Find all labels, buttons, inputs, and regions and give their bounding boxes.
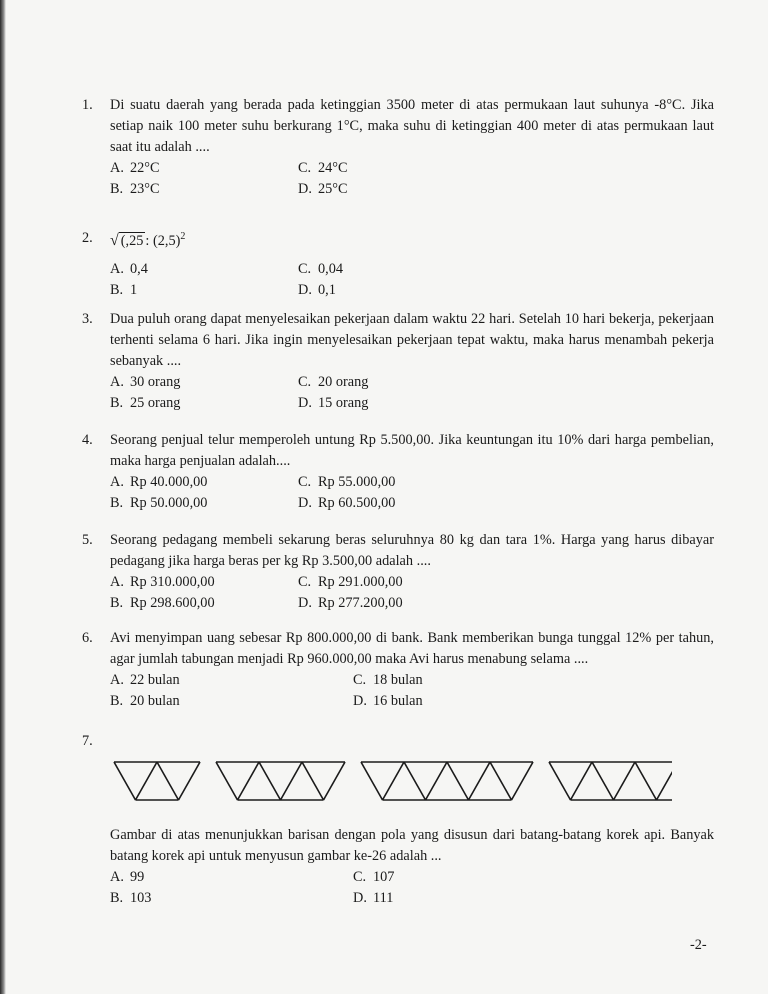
option-label: C. [298,160,312,176]
option-label: A. [110,260,124,277]
matchstick [324,762,346,800]
option-c[interactable] [298,472,548,493]
option-text: 111 [373,890,394,906]
option-text: 0,04 [318,260,344,277]
option-text: Rp 298.600,00 [130,595,215,611]
matchstick [179,762,201,800]
matchstick [259,762,281,800]
question-stem: Di suatu daerah yang berada pada ketinggian 3500 meter di atas permukaan laut suhunya -8°C. Jika setiap naik 100 meter suhu berkurang 1°C, maka suhu di ketinggian 400 meter di atas permukaan laut saat itu adalah .... [110,97,714,155]
option-label: A. [110,374,124,390]
matchstick [302,762,324,800]
option-c[interactable] [298,158,548,179]
matchstick [512,762,534,800]
exponent: 2 [180,231,186,242]
answer-options [110,472,714,514]
expression-divisor: : (2,5) [145,232,181,249]
option-a[interactable] [110,372,298,393]
option-label: B. [110,595,124,611]
option-text: 107 [373,869,395,885]
option-text: 1 [130,281,138,298]
option-a[interactable] [110,572,298,593]
option-d[interactable] [298,593,548,614]
question-number: 7. [82,733,93,749]
question-5 [82,530,714,614]
matchstick [469,762,491,800]
option-a[interactable] [110,670,353,691]
question-expression [110,226,714,252]
option-text: Rp 40.000,00 [130,474,208,490]
option-b[interactable] [110,280,298,301]
option-b[interactable] [110,393,298,414]
option-text: Rp 50.000,00 [130,495,208,511]
question-number: 6. [82,630,93,646]
option-d[interactable] [298,393,548,414]
option-text: 23°C [130,181,160,197]
question-number: 4. [82,432,93,448]
question-stem: Gambar di atas menunjukkan barisan dengan pola yang disusun dari batang-batang korek api. Banyak batang korek api untuk menyusun gambar ke-26 adalah ... [110,827,714,864]
option-label: B. [110,693,124,709]
option-label: D. [353,890,367,906]
option-label: A. [110,474,124,490]
option-label: C. [298,474,312,490]
option-text: 16 bulan [373,693,423,709]
answer-options [110,259,714,301]
option-label: B. [110,181,124,197]
matchstick [114,762,136,800]
option-label: A. [110,160,124,176]
option-b[interactable] [110,888,353,909]
option-text: 0,4 [130,260,148,277]
question-number: 3. [82,311,93,327]
option-text: 18 bulan [373,672,423,688]
option-label: A. [110,574,124,590]
option-d[interactable] [298,280,548,301]
option-b[interactable] [110,179,298,200]
question-2 [82,226,714,301]
answer-options [110,867,714,909]
pattern-shape-4 [549,762,672,800]
option-text: 20 orang [318,374,369,390]
matchstick [157,762,179,800]
option-text: 99 [130,869,145,885]
option-a[interactable] [110,867,353,888]
pattern-shape-2 [216,762,345,800]
matchstick [490,762,512,800]
question-stem: Dua puluh orang dapat menyelesaikan pekerjaan dalam waktu 22 hari. Setelah 10 hari bekerja, pekerjaan terhenti selama 6 hari. Jika ingin menyelesaikan pekerjaan tepat waktu, maka harus menambah pekerja sebanyak .... [110,311,714,369]
option-text: 24°C [318,160,348,176]
question-1 [82,95,714,200]
question-3 [82,309,714,414]
option-d[interactable] [353,888,603,909]
radicand: (,25 [120,232,144,249]
answer-options [110,372,714,414]
question-number: 5. [82,532,93,548]
matchstick [383,762,405,800]
option-text: 15 orang [318,395,369,411]
option-c[interactable] [298,259,548,280]
pattern-shape-1 [114,762,200,800]
option-text: Rp 55.000,00 [318,474,396,490]
question-stem: Avi menyimpan uang sebesar Rp 800.000,00 di bank. Bank memberikan bunga tunggal 12% per tahun, agar jumlah tabungan menjadi Rp 960.000,00 maka Avi harus menabung selama .... [110,630,714,667]
option-label: B. [110,495,124,511]
option-text: Rp 310.000,00 [130,574,215,590]
option-label: D. [353,693,367,709]
matchstick-pattern-figure [112,758,672,808]
matchstick [361,762,383,800]
option-text: 22 bulan [130,672,180,688]
answer-options [110,158,714,200]
pattern-shape-3 [361,762,533,800]
option-label: B. [110,890,124,906]
option-label: C. [353,869,367,885]
matchstick [281,762,303,800]
option-label: D. [298,395,312,411]
matchstick [614,762,636,800]
option-c[interactable] [353,867,603,888]
option-text: Rp 277.200,00 [318,595,403,611]
option-label: B. [110,281,124,298]
option-a[interactable] [110,472,298,493]
option-text: 20 bulan [130,693,180,709]
option-b[interactable] [110,691,353,712]
option-text: 25°C [318,181,348,197]
question-number: 2. [82,230,93,246]
option-label: C. [353,672,367,688]
option-a[interactable] [110,259,298,280]
matchstick [592,762,614,800]
option-d[interactable] [298,493,548,514]
matchstick [404,762,426,800]
page-number: -2- [690,937,707,953]
option-label: D. [298,181,312,197]
answer-options [110,572,714,614]
scan-page-edge [0,0,6,994]
matchstick [238,762,260,800]
matchstick [136,762,158,800]
option-label: D. [298,495,312,511]
option-text: 0,1 [318,281,336,298]
option-c[interactable] [298,572,548,593]
question-stem: Seorang penjual telur memperoleh untung Rp 5.500,00. Jika keuntungan itu 10% dari harga pembelian, maka harga penjualan adalah.... [110,432,714,469]
option-label: A. [110,672,124,688]
matchstick [549,762,571,800]
option-b[interactable] [110,593,298,614]
option-c[interactable] [298,372,548,393]
matchstick [635,762,657,800]
option-d[interactable] [298,179,548,200]
option-label: C. [298,260,312,277]
option-label: C. [298,374,312,390]
square-root [110,232,145,250]
option-text: 22°C [130,160,160,176]
option-label: A. [110,869,124,885]
option-label: C. [298,574,312,590]
radical-sign-icon: √ [110,231,119,249]
option-label: D. [298,281,312,298]
option-text: Rp 60.500,00 [318,495,396,511]
option-label: B. [110,395,124,411]
matchstick [571,762,593,800]
question-number: 1. [82,97,93,113]
option-text: 30 orang [130,374,181,390]
question-6 [82,628,714,712]
question-7 [82,825,714,909]
matchstick [657,762,673,800]
option-c[interactable] [353,670,603,691]
question-4 [82,430,714,514]
option-text: Rp 291.000,00 [318,574,403,590]
question-stem: Seorang pedagang membeli sekarung beras seluruhnya 80 kg dan tara 1%. Harga yang harus dibayar pedagang jika harga beras per kg Rp 3.500,00 adalah .... [110,532,714,569]
option-b[interactable] [110,493,298,514]
option-text: 103 [130,890,152,906]
matchstick [426,762,448,800]
option-text: 25 orang [130,395,181,411]
answer-options [110,670,714,712]
option-a[interactable] [110,158,298,179]
option-d[interactable] [353,691,603,712]
matchstick [216,762,238,800]
option-label: D. [298,595,312,611]
matchstick [447,762,469,800]
